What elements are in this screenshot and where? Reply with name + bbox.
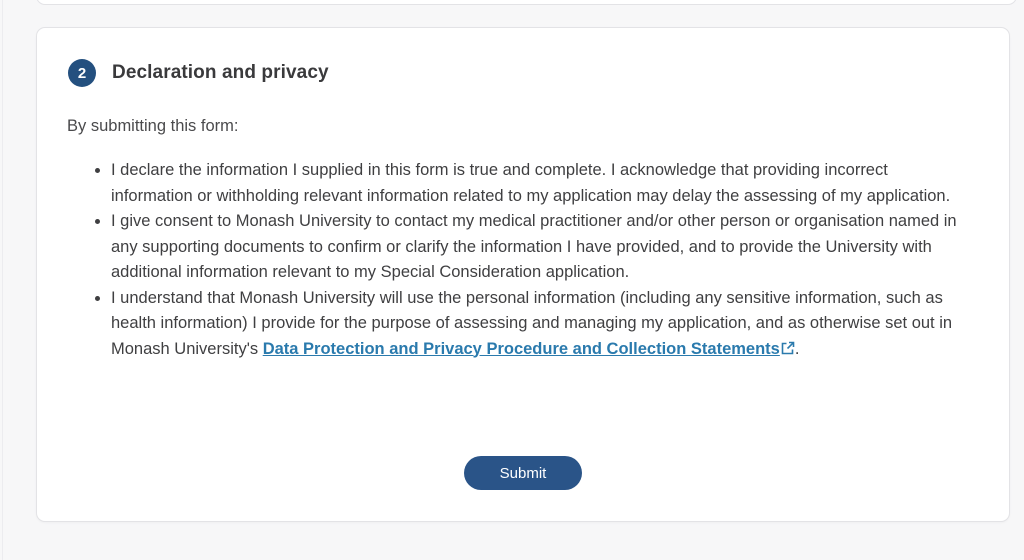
window-left-edge bbox=[2, 0, 3, 560]
submit-button[interactable]: Submit bbox=[464, 456, 582, 490]
section-title: Declaration and privacy bbox=[112, 62, 329, 83]
declaration-bullet-1: • I declare the information I supplied in this form is true and complete. I acknowledge that providing incorrect information or withholding relevant information related to my application may delay the assessing of my application. bbox=[111, 158, 971, 209]
bullet-3-text-after-link: . bbox=[794, 339, 800, 358]
step-number-badge: 2 bbox=[68, 59, 96, 87]
privacy-policy-link-label: Data Protection and Privacy Procedure and Collection Statements bbox=[262, 339, 780, 358]
declaration-bullet-3 bbox=[111, 286, 971, 364]
intro-text: By submitting this form: bbox=[67, 117, 239, 135]
declaration-section-card bbox=[36, 27, 1010, 522]
declaration-bullet-2: • I give consent to Monash University to contact my medical practitioner and/or other person or organisation named in any supporting documents to confirm or clarify the information I have provided, and to provide the University with additional information relevant to my Special Consideration application. bbox=[111, 209, 971, 286]
submit-row bbox=[37, 456, 1009, 490]
declaration-bullet-list bbox=[67, 158, 971, 363]
previous-section-card-bottom bbox=[36, 0, 1017, 5]
bullet-3-text-before-link: I understand that Monash University will use the personal information (including any sensitive information, such as health information) I provide for the purpose of assessing and managing my application, and as otherwise set out in Monash University's bbox=[111, 288, 953, 358]
external-link-icon bbox=[781, 338, 795, 364]
privacy-policy-link[interactable] bbox=[263, 340, 795, 358]
section-header bbox=[37, 28, 1009, 87]
